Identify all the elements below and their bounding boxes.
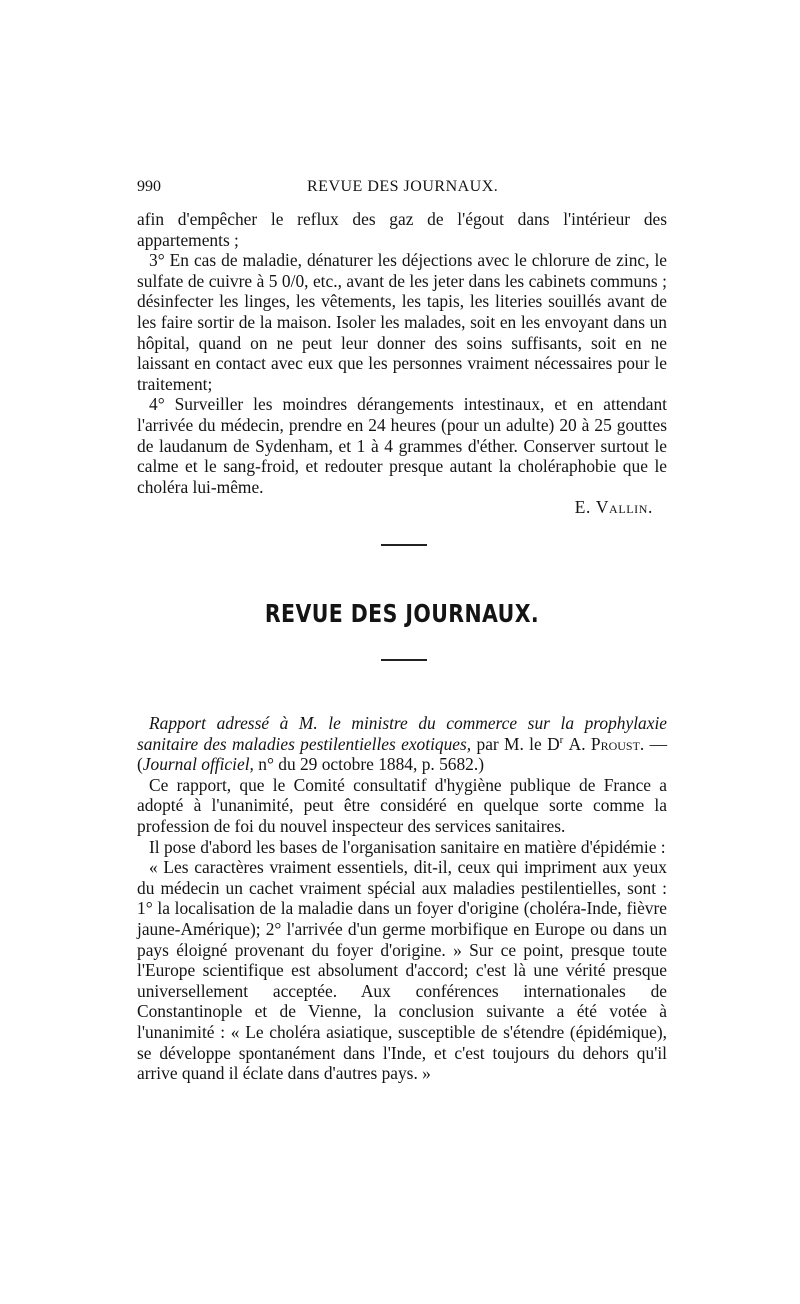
article-paragraph-2: Il pose d'abord les bases de l'organisation sanitaire en matière d'épidémie : [149, 836, 666, 857]
byline-journal: Journal officiel, [142, 754, 254, 775]
article-body [137, 713, 667, 1084]
byline-dr: D [547, 733, 560, 754]
previous-paragraph-2: 3° En cas de maladie, dénaturer les déjections avec le chlorure de zinc, le sulfate de cuivre à 5 0/0, etc., avant de les jeter dans les cabinets communs ; désinfecter les linges, les vêtements, les tapis, les literies souillés avant de les faire sortir de la maison. Isoler les malades, soit en les envoyant dans un hôpital, quand on ne peut leur donner des soins suffisants, soit en ne laissant en contact avec eux que les personnes vraiment nécessaires pour le traitement; [137, 250, 667, 394]
byline-dash: — ( [137, 733, 667, 775]
byline-author: A. Proust. [568, 733, 645, 754]
byline-rest: n° du 29 octobre 1884, p. 5682.) [258, 754, 485, 775]
previous-paragraph-3: 4° Surveiller les moindres dérangements intestinaux, et en attendant l'arrivée du médecin, prendre en 24 heures (pour un adulte) 20 à 25 gouttes de laudanum de Sydenham, et 1 à 4 grammes d'éther. Conserver surtout le calme et le sang-froid, et redouter presque autant la choléraphobie que le choléra lui-même. [137, 394, 667, 497]
signature [137, 497, 667, 518]
running-title: REVUE DES JOURNAUX. [307, 178, 499, 195]
previous-paragraph-1: afin d'empêcher le reflux des gaz de l'égout dans l'intérieur des appartements ; [137, 209, 667, 250]
section-title: REVUE DES JOURNAUX. [264, 599, 540, 628]
byline-dr-sup: r [559, 733, 564, 746]
byline-par: par M. le [476, 733, 542, 754]
signature-initial: E. [574, 497, 591, 518]
previous-article-end [137, 209, 667, 518]
separator-rule-bottom [381, 659, 427, 661]
article-paragraph-1: Ce rapport, que le Comité consultatif d'hygiène publique de France a adopté à l'unanimité, peut être considéré en quelque sorte comme la profession de foi du nouvel inspecteur des services sanitaires. [137, 774, 667, 836]
signature-name: Vallin. [595, 497, 653, 518]
article-paragraph-3: « Les caractères vraiment essentiels, dit-il, ceux qui impriment aux yeux du médecin un cachet vraiment spécial aux maladies pestilentielles, sont : 1° la localisation de la maladie dans un foyer d'origine (choléra-Inde, fièvre jaune-Amérique); 2° l'arrivée d'un germe morbifique en Europe ou dans un pays éloigné provenant du foyer d'origine. » Sur ce point, presque toute l'Europe scientifique est absolument d'accord; c'est là une vérité presque universellement acceptée. Aux conférences internationales de Constantinople et de Vienne, la conclusion suivante a été votée à l'unanimité : « Le choléra asiatique, susceptible de s'étendre (épidémique), se développe spontanément dans l'Inde, et c'est toujours du dehors qu'il arrive quand il éclate dans d'autres pays. » [137, 857, 667, 1084]
page-number: 990 [137, 178, 161, 195]
article-title: Rapport adressé à M. le ministre du commerce sur la prophylaxie sanitaire des maladies pestilentielles exotiques, [137, 713, 667, 754]
article-heading [137, 713, 667, 775]
separator-rule-top [381, 544, 427, 546]
